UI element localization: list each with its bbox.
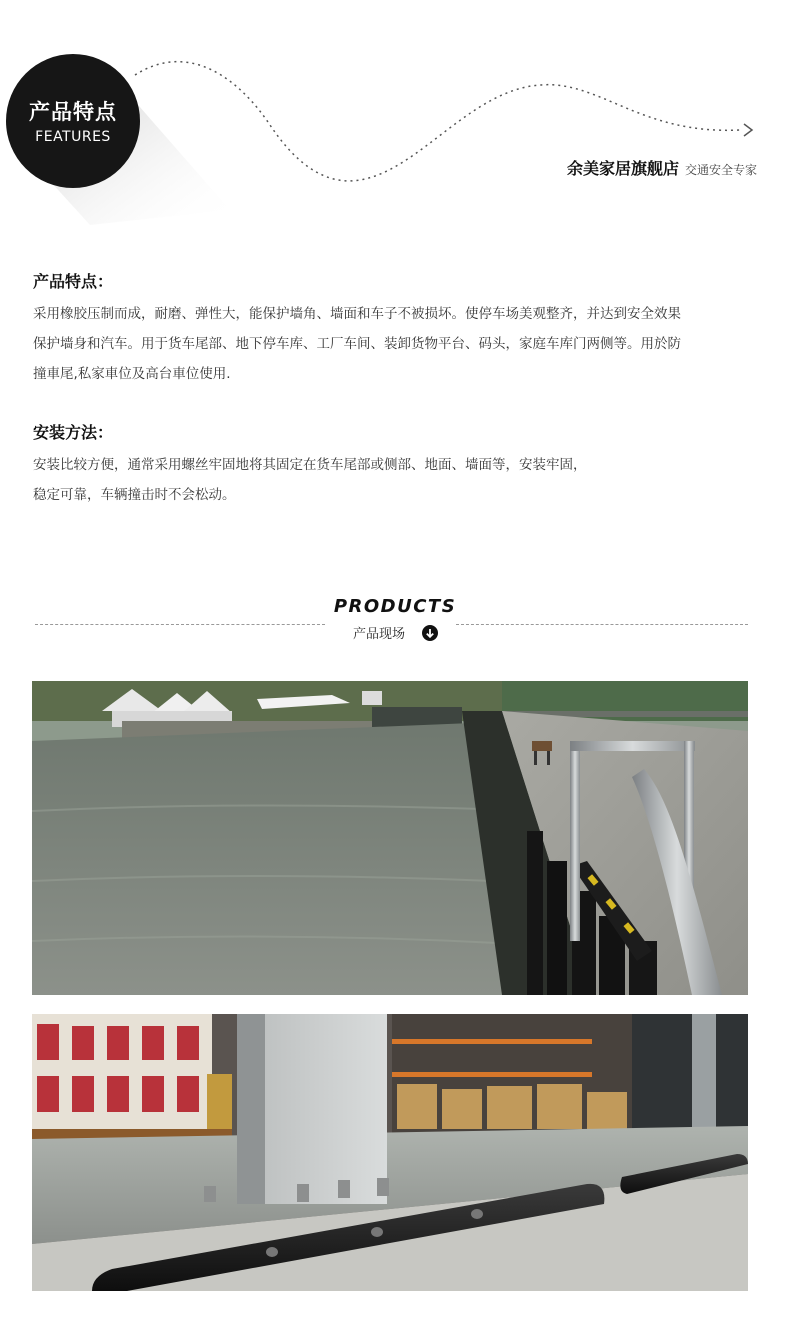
product-photo-warehouse xyxy=(32,1014,748,1291)
header-banner xyxy=(0,0,790,240)
features-line: 撞車尾,私家車位及高台車位使用. xyxy=(33,366,231,382)
installation-title: 安装方法： xyxy=(33,423,114,442)
features-badge xyxy=(6,54,140,188)
brand-name: 余美家居旗舰店 xyxy=(566,159,679,178)
divider-left xyxy=(35,624,325,625)
products-subtitle: 产品现场 xyxy=(353,627,406,642)
installation-line: 稳定可靠，车辆撞击时不会松动。 xyxy=(33,487,236,503)
divider-right xyxy=(456,624,748,625)
features-line: 采用橡胶压制而成，耐磨、弹性大，能保护墙角、墙面和车子不被损坏。使停车场美观整齐，并达到安全效果 xyxy=(33,306,681,322)
features-line: 保护墙身和汽车。用于货车尾部、地下停车库、工厂车间、装卸货物平台、码头，家庭车库门两侧等。用於防 xyxy=(33,336,681,352)
installation-section xyxy=(33,421,758,510)
features-section xyxy=(33,270,758,389)
products-title: PRODUCTS xyxy=(333,596,457,617)
product-photo-dock xyxy=(32,681,748,995)
brand-tagline: 交通安全专家 xyxy=(684,163,757,177)
arrow-down-circle-icon[interactable] xyxy=(422,625,438,641)
features-title: 产品特点： xyxy=(33,272,114,291)
brand xyxy=(567,156,757,179)
products-heading xyxy=(0,592,790,652)
badge-title: 产品特点 xyxy=(29,100,117,124)
installation-line: 安装比较方便，通常采用螺丝牢固地将其固定在货车尾部或侧部、地面、墙面等，安装牢固， xyxy=(33,457,587,473)
badge-subtitle: FEATURES xyxy=(35,129,111,145)
